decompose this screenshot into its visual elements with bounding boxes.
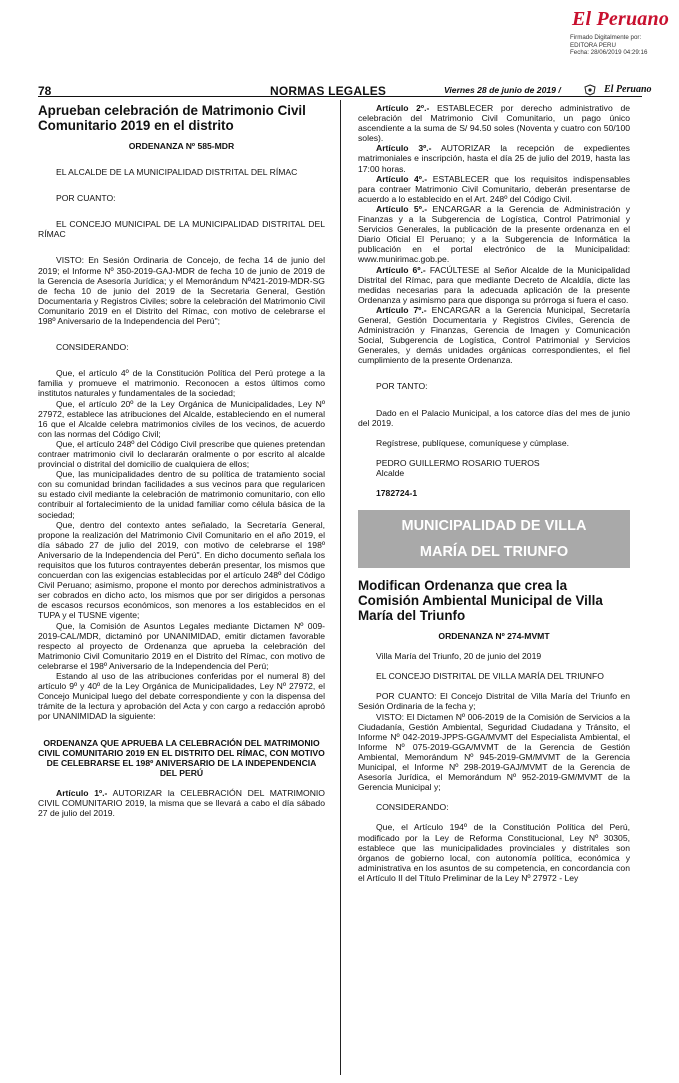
page-number: 78 bbox=[38, 84, 52, 98]
article-7 bbox=[358, 305, 630, 366]
ordinance-heading: ORDENANZA QUE APRUEBA LA CELEBRACIÓN DEL MATRIMONIO CIVIL COMUNITARIO 2019 EN EL DISTRITO DEL RÍMAC, CON MOTIVO DE CELEBRARSE EL 198º ANIVERSARIO DE LA INDEPENDENCIA DEL PERÚ bbox=[38, 737, 325, 778]
article-2-text: ESTABLECER por derecho administrativo de celebración del Matrimonio Civil Comunitario, un pago único ascendiente a la suma de S/ 94.50 soles (Noventa y cuatro con 50/100 soles). bbox=[358, 103, 630, 144]
article-7-text: ENCARGAR a la Gerencia Municipal, Secretaría General, Gestión Documentaria y Registros Civiles, Gerencia de Administración y Finanzas, Gerencia de Imagen y Comunicación Social, Subgerencia de Logística, Control Patrimonial y Servicios Generales, y demás unidades orgánicas correspondientes, el fiel cumplimiento de la presente Ordenanza. bbox=[358, 304, 630, 366]
article-2-label: Artículo 2º.- bbox=[376, 103, 430, 113]
paragraph-que-final: Que, el Artículo 194º de la Constitución Política del Perú, modificado por la Ley de Reforma Constitucional, Ley Nº 30305, establece que las municipalidades provinciales y distritales son órganos de gobierno local, con autonomía política, económica y administrativa en los asuntos de su competencia, en concordancia con el Artículo II del Título Preliminar de la Ley Nº 27972 - Ley bbox=[358, 822, 630, 883]
paragraph-considerando: CONSIDERANDO: bbox=[56, 342, 129, 353]
article-5-label: Artículo 5º.- bbox=[376, 203, 428, 214]
paragraph-alcalde: EL ALCALDE DE LA MUNICIPALIDAD DISTRITAL DEL RÍMAC bbox=[56, 167, 298, 178]
article-3-text: AUTORIZAR la recepción de expedientes matrimoniales e inscripción, hasta el día 25 de julio del 2019, hasta las 17:00 horas. bbox=[358, 143, 630, 174]
el-peruano-logo: El Peruano bbox=[572, 8, 670, 30]
signer-role: Alcalde bbox=[376, 467, 405, 478]
article-6 bbox=[358, 265, 630, 305]
paragraph-concejo: EL CONCEJO MUNICIPAL DE LA MUNICIPALIDAD DISTRITAL DEL RÍMAC bbox=[38, 219, 325, 240]
paragraph-por-cuanto: POR CUANTO: bbox=[56, 193, 116, 204]
header-rule bbox=[38, 96, 642, 97]
paragraph-estando: Estando al uso de las atribuciones conferidas por el numeral 8) del artículo 9º y 40º de la Ley Orgánica de Municipalidades, Ley Nº 27972, el Concejo Municipal luego del debate correspondiente y con la dispensa del trámite de la lectura y aprobación del Acta y con cargo a redacción aprobó por UNANIMIDAD la siguiente: bbox=[38, 671, 325, 722]
paragraph-dado: Dado en el Palacio Municipal, a los catorce días del mes de junio del 2019. bbox=[358, 407, 630, 428]
paragraph-considerando-2: CONSIDERANDO: bbox=[376, 802, 449, 813]
article-title-2: Modifican Ordenanza que crea la Comisión Ambiental Municipal de Villa María del Triunfo bbox=[358, 578, 603, 624]
publication-code: 1782724-1 bbox=[376, 488, 418, 498]
signature-line-2: EDITORA PERU bbox=[570, 41, 616, 49]
article-5 bbox=[358, 204, 630, 265]
paragraph-visto-2: VISTO: El Dictamen Nº 006-2019 de la Comisión de Servicios a la Ciudadanía, Gestión Ambiental, Seguridad Ciudadana y Tránsito, el Informe Nº 042-2019-JPPS-GGA/MVMT del Especialista Ambiental, el Informe Nº 075-2019-GGA/MVMT de la Gerencia de Gestión Ambiental, Memorándum Nº 945-2019-GM/MVMT de la Gerencia Municipal, el Informe Nº 298-2019-GAJ/MVMT de la Gerencia de Asesoría Jurídica, el Memorándum Nº 952-2019-GM/MVMT de la Gerencia Municipal y; bbox=[358, 711, 630, 793]
signature-line-3: Fecha: 28/06/2019 04:29:16 bbox=[570, 49, 648, 57]
article-5-text: ENCARGAR a la Gerencia de Administración y Finanzas y a la Subgerencia de Logística, Control Patrimonial y Servicios Generales, la publicación de la presente ordenanza en el Diario Oficial El Peruano; y a la Subgerencia de Informática la publicación en el portal electrónico de la Municipalidad: www.munirimac.gob.pe. bbox=[358, 203, 631, 265]
article-3 bbox=[358, 143, 630, 173]
header-brand: El Peruano bbox=[604, 84, 652, 95]
left-column bbox=[38, 103, 325, 818]
paragraph-que-5: Que, dentro del contexto antes señalado, la Secretaría General, propone la realización del Matrimonio Civil Comunitario en el año 2019, el día sábado 27 de julio del 2019, con motivo de celebrarse el 198º Aniversario de la Independencia del Perú". En dicho documento señala los requisitos que los futuros contrayentes deberán presentar, los mismos que concuerdan con las exigencias establecidas por el artículo 248º del Código Civil Peruano; asimismo, propone el monto por derechos administrativos a ser cobrados en dicho acto, los mismos que por ser dirigidos a personas de escasos recursos económicos, son menores a los establecidos en el TUPA y el TUSNE vigente; bbox=[38, 519, 325, 621]
municipality-banner-line-1: MUNICIPALIDAD DE VILLA bbox=[401, 518, 587, 535]
municipality-banner bbox=[358, 510, 630, 568]
article-1-text: AUTORIZAR la CELEBRACIÓN DEL MATRIMONIO CIVIL COMUNITARIO 2019, la misma que se llevará a cabo el día sábado 27 de julio del 2019. bbox=[38, 787, 325, 819]
article-1-label: Artículo 1º.- bbox=[56, 787, 108, 798]
signature-line-1: Firmado Digitalmente por: bbox=[570, 34, 642, 41]
digital-signature bbox=[570, 34, 647, 57]
paragraph-que-2: Que, el artículo 20º de la Ley Orgánica de Municipalidades, Ley Nº 27972, establece las atribuciones del Alcalde, estableciendo en el numeral 16 que el Alcalde celebra matrimonios civiles de los vecinos, de acuerdo con las normas del Código Civil; bbox=[38, 398, 325, 439]
paragraph-que-4: Que, las municipalidades dentro de su política de tratamiento social con su comunidad brindan facilidades a sus vecinos para que regularicen su estado civil mediante la celebración de matrimonio comunitario, con ello contribuir al fortalecimiento de la unidad familiar como célula básica de la sociedad; bbox=[38, 469, 325, 520]
municipality-banner-line-2: MARÍA DEL TRIUNFO bbox=[419, 544, 569, 561]
paragraph-por-tanto: POR TANTO: bbox=[376, 381, 428, 392]
article-1 bbox=[38, 788, 325, 818]
paragraph-que-1: Que, el artículo 4º de la Constitución Política del Perú protege a la familia y promueve el matrimonio. Reconocen a estos últimos como institutos naturales y fundamentales de la sociedad; bbox=[38, 368, 325, 399]
right-column bbox=[358, 103, 630, 883]
article-4-label: Artículo 4º.- bbox=[376, 173, 428, 184]
ordinance-number-2: ORDENANZA Nº 274-MVMT bbox=[438, 631, 550, 642]
paragraph-que-3: Que, el artículo 248º del Código Civil prescribe que quienes pretendan contraer matrimonio civil lo declararán oralmente o por escrito al alcalde provincial o distrital del domicilio de cualquiera de ellos; bbox=[38, 438, 325, 470]
article-4-text: ESTABLECER que los requisitos indispensables para contraer Matrimonio Civil Comunitario, deberán presentarse de acuerdo a lo establecido en el Art. 248º del Código Civil. bbox=[358, 173, 631, 204]
paragraph-por-cuanto-2: POR CUANTO: El Concejo Distrital de Villa María del Triunfo en Sesión Ordinaria de la fecha y; bbox=[358, 691, 630, 712]
header-date: Viernes 28 de junio de 2019 / bbox=[444, 85, 561, 95]
article-title: Aprueban celebración de Matrimonio Civil Comunitario 2019 en el distrito bbox=[38, 103, 306, 133]
article-4 bbox=[358, 174, 630, 204]
signer-name: PEDRO GUILLERMO ROSARIO TUEROS bbox=[376, 457, 540, 468]
article-6-label: Artículo 6º.- bbox=[376, 264, 426, 275]
paragraph-visto: VISTO: En Sesión Ordinaria de Concejo, de fecha 14 de junio del 2019; el Informe Nº 350-2019-GAJ-MDR de fecha 10 de junio de 2019 de la Gerencia de Asesoría Jurídica; y el Memorándum Nº421-2019-MDR-SG de fecha 10 de junio del 2019 de la Secretaria General, Gestión Documentaria y Registros Civiles; sobre la celebración del Matrimonio Civil Comunitario 2019 en el Distrito del Rímac, con motivo de celebrarse el 198º Aniversario de la Independencia del Perú"; bbox=[38, 255, 325, 327]
article-7-label: Artículo 7º.- bbox=[376, 304, 427, 315]
article-2 bbox=[358, 103, 630, 143]
article-3-label: Artículo 3º.- bbox=[376, 143, 432, 154]
column-divider bbox=[340, 100, 341, 1075]
place-date: Villa María del Triunfo, 20 de junio del 2019 bbox=[376, 651, 542, 662]
paragraph-registrese: Regístrese, publíquese, comuníquese y cúmplase. bbox=[376, 437, 569, 448]
paragraph-que-6: Que, la Comisión de Asuntos Legales mediante Dictamen Nº 009-2019-CAL/MDR, dictaminó por UNANIMIDAD, emitir dictamen favorable respecto al proyecto de Ordenanza que aprueba la celebración del Matrimonio Civil Comunitario 2019 en el Distrito del Rímac, con motivo de celebrarse el 198º Aniversario de la Independencia del Perú; bbox=[38, 620, 325, 671]
section-title: NORMAS LEGALES bbox=[270, 84, 387, 98]
ordinance-number: ORDENANZA Nº 585-MDR bbox=[128, 141, 235, 151]
paragraph-concejo-2: EL CONCEJO DISTRITAL DE VILLA MARÍA DEL TRIUNFO bbox=[376, 671, 604, 682]
coat-of-arms-icon bbox=[583, 84, 597, 96]
article-6-text: FACÚLTESE al Señor Alcalde de la Municipalidad Distrital del Rímac, para que mediante Decreto de Alcaldía, dicte las medidas necesarias para la adecuada aplicación de la presente Ordenanza y asimismo para que disponga su prórroga si fuera el caso. bbox=[358, 264, 630, 305]
